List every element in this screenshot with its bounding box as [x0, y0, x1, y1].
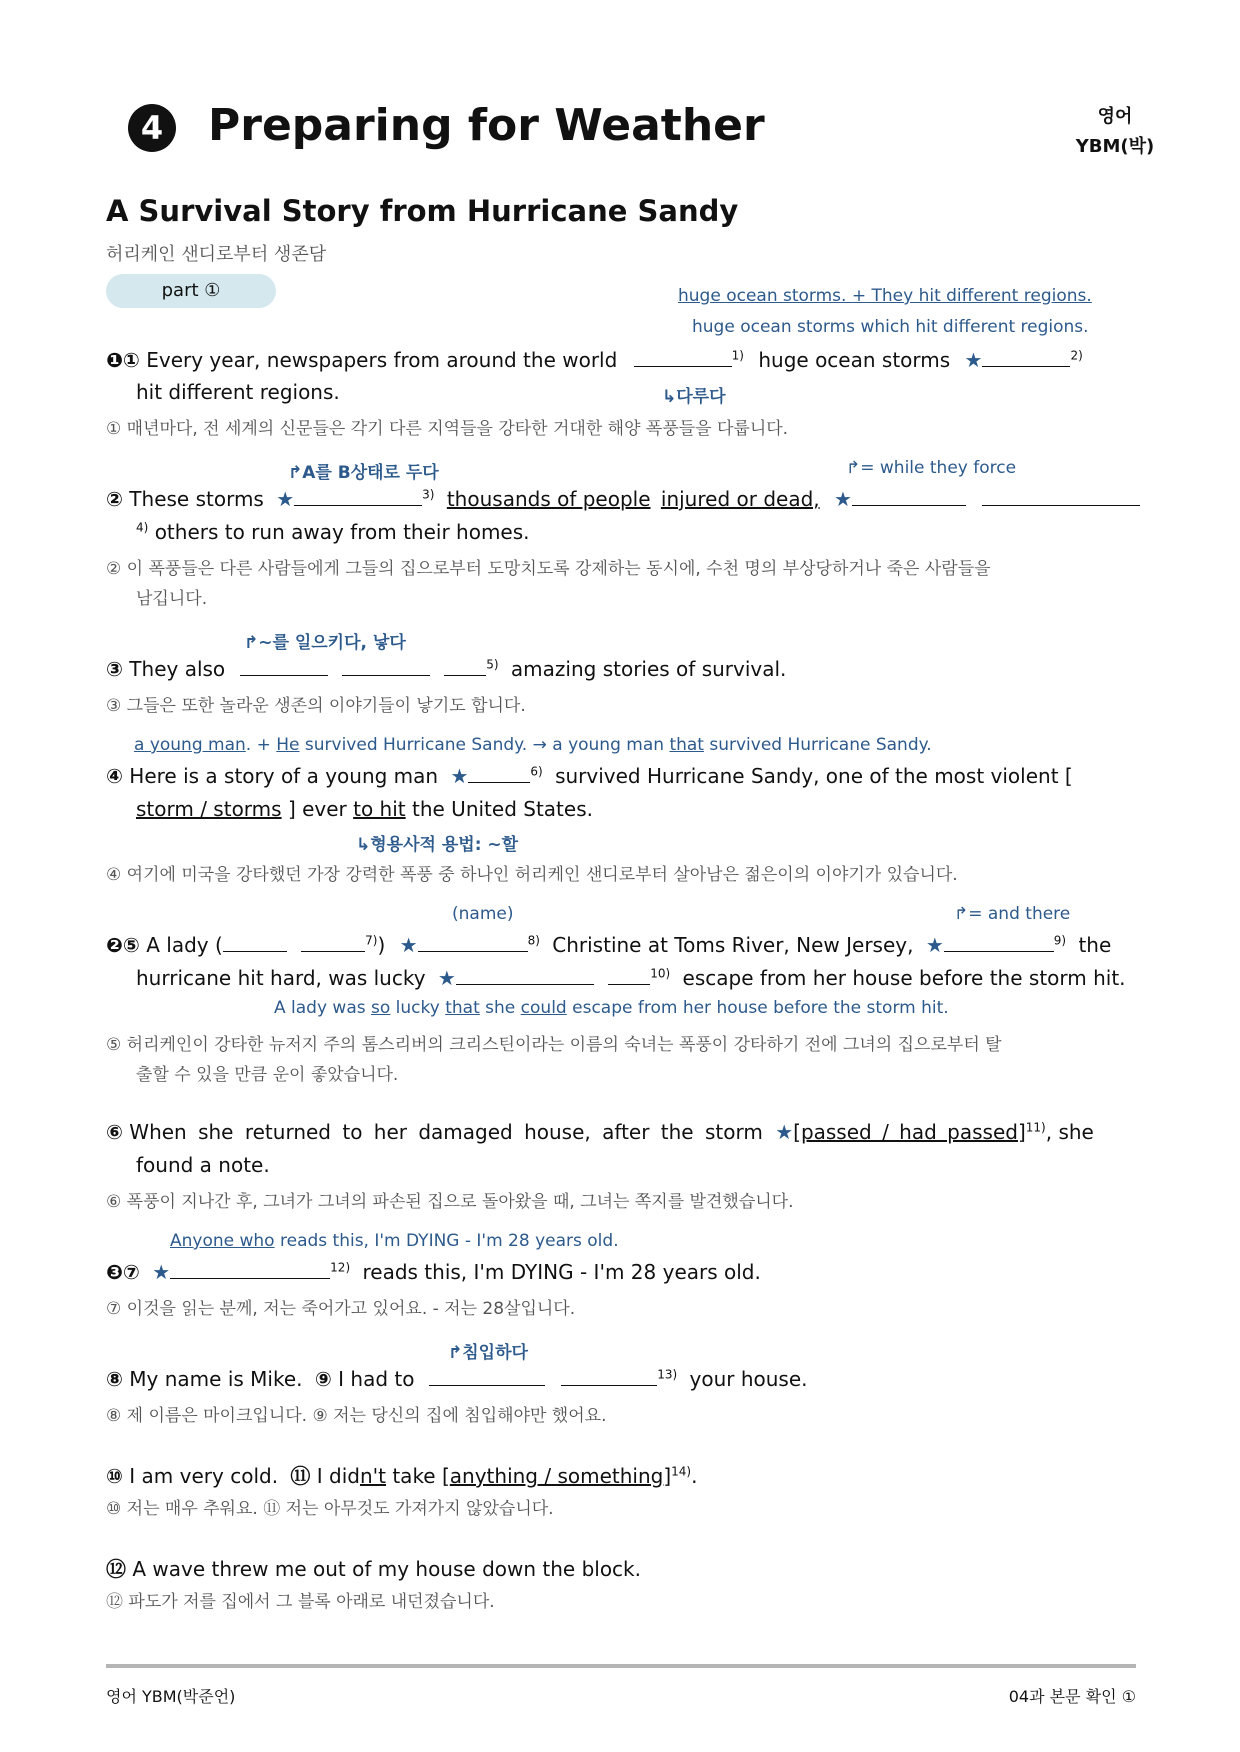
annotation: huge ocean storms which hit different regions.	[692, 317, 1089, 337]
answer-blank[interactable]	[608, 966, 650, 985]
translation-3: ③ 그들은 또한 놀라운 생존의 이야기들이 낳기도 합니다.	[106, 696, 526, 716]
translation-7: ⑦ 이것을 읽는 분께, 저는 죽어가고 있어요. - 저는 28살입니다.	[106, 1299, 576, 1319]
answer-blank[interactable]	[634, 348, 732, 367]
part-label: part ①	[106, 274, 276, 308]
answer-blank[interactable]	[294, 487, 422, 506]
sentence-2-line-2: $^{4)}$ others to run away from their homes.	[136, 520, 530, 544]
answer-blank[interactable]	[429, 1367, 545, 1386]
answer-blank[interactable]	[444, 657, 486, 676]
translation-8-9: ⑧ 제 이름은 마이크입니다. ⑨ 저는 당신의 집에 침입해야만 했어요.	[106, 1406, 607, 1426]
page-title: Preparing for Weather	[208, 100, 765, 151]
annotation: a young man. + He survived Hurricane Sandy. → a young man that survived Hurricane Sandy.	[134, 735, 932, 755]
sentence-5-line-1: ❷⑤ A lady ( $^{7)}$) ★ $^{8)}$ Christine at Toms River, New Jersey, ★ $^{9)}$ the	[106, 933, 1112, 957]
sentence-6-line-1: ⑥ When she returned to her damaged house, after the storm ★[passed / had passed]$^{11)}$, she	[106, 1120, 1094, 1144]
section-title: A Survival Story from Hurricane Sandy	[106, 194, 739, 228]
sentence-7: ❸⑦ ★ $^{12)}$ reads this, I'm DYING - I'm 28 years old.	[106, 1260, 761, 1284]
footer-divider	[106, 1664, 1136, 1668]
section-subtitle: 허리케인 샌디로부터 생존담	[106, 244, 327, 265]
publisher-label: YBM(박)	[1075, 136, 1155, 157]
answer-blank[interactable]	[852, 487, 966, 506]
answer-blank[interactable]	[982, 348, 1070, 367]
answer-blank[interactable]	[240, 657, 328, 676]
translation-1: ① 매년마다, 전 세계의 신문들은 각기 다른 지역들을 강타한 거대한 해양 폭풍들을 다룹니다.	[106, 419, 789, 439]
annotation: ↳형용사적 용법: ~할	[356, 835, 519, 855]
annotation: Anyone who reads this, I'm DYING - I'm 28 years old.	[170, 1231, 619, 1251]
annotation: (name)	[452, 904, 514, 924]
annotation: ↱A를 B상태로 두다	[288, 463, 439, 483]
answer-blank[interactable]	[342, 657, 430, 676]
translation-10-11: ⑩ 저는 매우 추워요. ⑪ 저는 아무것도 가져가지 않았습니다.	[106, 1499, 554, 1519]
translation-4: ④ 여기에 미국을 강타했던 가장 강력한 폭풍 중 하나인 허리케인 샌디로부터 살아남은 젊은이의 이야기가 있습니다.	[106, 865, 958, 885]
sentence-1-line-1: ❶① Every year, newspapers from around the world $^{1)}$ huge ocean storms ★ $^{2)}$	[106, 348, 1083, 372]
translation-2: ② 이 폭풍들은 다른 사람들에게 그들의 집으로부터 도망치도록 강제하는 동시에, 수천 명의 부상당하거나 죽은 사람들을	[106, 559, 991, 579]
lesson-number-badge: 4	[128, 104, 176, 152]
footer-left: 영어 YBM(박준언)	[106, 1687, 236, 1706]
sentence-5-line-2: hurricane hit hard, was lucky ★ $^{10)}$ escape from her house before the storm hit.	[136, 966, 1126, 990]
annotation: huge ocean storms. + They hit different regions.	[678, 286, 1092, 306]
annotation: A lady was so lucky that she could escape from her house before the storm hit.	[274, 998, 949, 1018]
annotation: ↱= and there	[954, 904, 1071, 924]
answer-blank[interactable]	[561, 1367, 657, 1386]
translation-12: ⑫ 파도가 저를 집에서 그 블록 아래로 내던졌습니다.	[106, 1592, 495, 1612]
translation-6: ⑥ 폭풍이 지나간 후, 그녀가 그녀의 파손된 집으로 돌아왔을 때, 그녀는 쪽지를 발견했습니다.	[106, 1192, 794, 1212]
sentence-4-line-2: storm / storms ] ever to hit the United States.	[136, 797, 593, 821]
sentence-2-line-1: ② These storms ★ $^{3)}$ thousands of people injured or dead, ★	[106, 487, 1140, 511]
sentence-10-11: ⑩ I am very cold. ⑪ I didn't take [anything / something]$^{14)}$.	[106, 1464, 698, 1488]
answer-blank[interactable]	[468, 764, 530, 783]
sentence-1-line-2: hit different regions.	[136, 380, 340, 404]
sentence-6-line-2: found a note.	[136, 1153, 270, 1177]
sentence-4-line-1: ④ Here is a story of a young man ★ $^{6)}$ survived Hurricane Sandy, one of the most violent [	[106, 764, 1073, 788]
answer-blank[interactable]	[418, 933, 528, 952]
answer-blank[interactable]	[301, 933, 365, 952]
annotation: ↱침입하다	[448, 1343, 528, 1363]
answer-blank[interactable]	[223, 933, 287, 952]
answer-blank[interactable]	[982, 487, 1140, 506]
answer-blank[interactable]	[456, 966, 594, 985]
sentence-12: ⑫ A wave threw me out of my house down the block.	[106, 1557, 641, 1581]
answer-blank[interactable]	[170, 1260, 330, 1279]
subject-label: 영어	[1097, 106, 1133, 127]
answer-blank[interactable]	[944, 933, 1054, 952]
sentence-8-9: ⑧ My name is Mike. ⑨ I had to $^{13)}$ your house.	[106, 1367, 808, 1391]
translation-5-cont: 출할 수 있을 만큼 운이 좋았습니다.	[136, 1065, 399, 1085]
translation-2-cont: 남깁니다.	[136, 589, 208, 609]
annotation: ↱~를 일으키다, 낳다	[244, 633, 406, 653]
annotation: ↳다루다	[662, 387, 726, 407]
annotation: ↱= while they force	[846, 458, 1017, 478]
footer-right: 04과 본문 확인 ①	[1008, 1687, 1136, 1706]
sentence-3: ③ They also $^{5)}$ amazing stories of survival.	[106, 657, 787, 681]
translation-5: ⑤ 허리케인이 강타한 뉴저지 주의 톰스리버의 크리스틴이라는 이름의 숙녀는 폭풍이 강타하기 전에 그녀의 집으로부터 탈	[106, 1035, 1002, 1055]
